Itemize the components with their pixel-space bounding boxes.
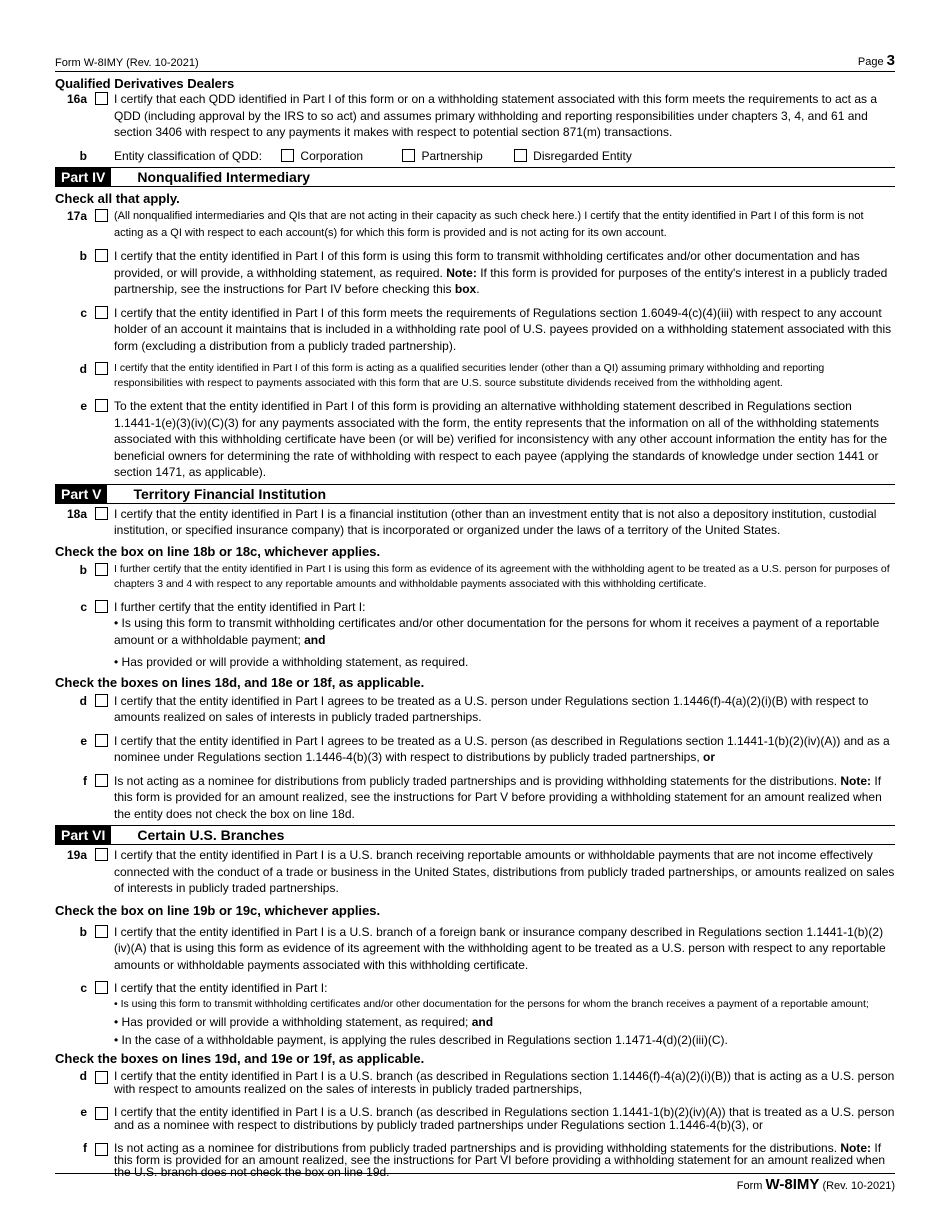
line-19a: 19a I certify that the entity identified in Part I is a U.S. branch receiving reportable amounts or withholdable payments that are not income effectively connected with the conduct of a trade or business in the United States, distributions from publicly traded partnerships, or amounts realized on sales of interests in publicly traded partnerships. [66, 848, 895, 895]
line-16b: b Entity classification of QDD: Corporation Partnership Disregarded Entity [79, 148, 632, 163]
checkbox-16b-partnership[interactable] [402, 149, 415, 162]
line-19f: f Is not acting as a nominee for distributions from publicly traded partnerships and is providing withholding statements for the distributions. Note: If this form is provided for an amount realized, see the instructions for Part VI before providing a withholding statement for an amount realized when the U.S. branch does not check the box on line 19d. [83, 1140, 886, 1179]
line-19b: b I certify that the entity identified in Part I is a U.S. branch of a foreign bank or insurance company described in Regulations section 1.1441-1(b)(2)(iv)(A) that is using this form as evidence of its agreement with the withholding agent to be treated as a U.S. person with respect to any reportable amounts or withholdable payments associated with this withholding certificate. [79, 924, 886, 972]
line-19e: e I certify that the entity identified in Part I is a U.S. branch (as described in Regulations section 1.1441-1(b)(2)(iv)(A)) that is treated as a U.S. person and as a nominee with respect to distributions by publicly traded partnerships under Regulations section 1.1446-4(b)(3), or [80, 1104, 895, 1132]
line-18d: d I certify that the entity identified in Part I agrees to be treated as a U.S. person under Regulations section 1.1446(f)-4(a)(2)(i)(B) with respect to amounts realized on sales of interests in publicly traded partnerships. [79, 693, 869, 724]
line-17c: c I certify that the entity identified in Part I of this form meets the requirements of Regulations section 1.6049-4(c)(4)(iii) with respect to any account holder of an account it maintains that is included in a withholding rate pool of U.S. payees provided on a withholding statement associated with this form (excluding a distribution from a publicly traded partnership). [80, 305, 892, 353]
checkbox-18a[interactable] [95, 507, 108, 520]
checkbox-19c[interactable] [95, 981, 108, 994]
check-19d-19e-19f-heading: Check the boxes on lines 19d, and 19e or 19f, as applicable. [55, 1050, 425, 1066]
checkbox-18d[interactable] [95, 694, 108, 707]
page-header [55, 52, 895, 72]
checkbox-17b[interactable] [95, 249, 108, 262]
check-all-heading: Check all that apply. [55, 191, 180, 206]
line-18a: 18a I certify that the entity identified in Part I is a financial institution (other than an investment entity that is not also a depository institution, custodial institution, or specified insurance company) that is incorporated or organized under the laws of a territory of the United States. [66, 506, 877, 537]
line-17a: 17a (All nonqualified intermediaries and QIs that are not acting in their capacity as such check here.) I certify that the entity identified in Part I of this form is not acting as a QI with respect to each account(s) for which this form is provided and is not acting for its own account. [66, 209, 864, 239]
checkbox-19f[interactable] [95, 1143, 108, 1156]
line-17b: b I certify that the entity identified in Part I of this form is using this form to transmit withholding certificates and/or other documentation and has provided, or will provide, a withholding statement, as required. Note: If this form is provided for purposes of the entity's interest in a publicly traded partnership, see the instructions for Part IV before checking this box. [79, 249, 888, 296]
check-18b-18c-heading: Check the box on line 18b or 18c, whichever applies. [55, 543, 381, 559]
checkbox-19d[interactable] [95, 1071, 108, 1084]
line-17e: e To the extent that the entity identified in Part I of this form is providing an alternative withholding statement described in Regulations section 1.1441-1(e)(3)(iv)(C)(3) for any payments associated with the form, the entity represents that the information on all of the withholding statements associated with this withholding certificate have been (or will be) verified for inconsistency with any other account information the entity has for the beneficial owners for determining the rate of withholding with respect to each payee (applying the standards of knowledge under section 1441 or section 1471, as applicable). [80, 399, 888, 479]
line-18f: f Is not acting as a nominee for distributions from publicly traded partnerships and is providing withholding statements for the distributions. Note: If this form is provided for an amount realized, see the instructions for Part V before providing a withholding statement for an amount realized when the entity does not check the box on line 18d. [83, 773, 882, 821]
checkbox-17d[interactable] [95, 362, 108, 375]
line-18e: e I certify that the entity identified in Part I agrees to be treated as a U.S. person (as described in Regulations section 1.1441-1(b)(2)(iv)(A)) and as a nominee under Regulations section 1.1446-4(b)(3) with respect to distributions by publicly traded partnerships, or [80, 733, 890, 764]
line-19c: c I certify that the entity identified in Part I: • Is using this form to transmit withholding certificates and/or other documentation for the persons for whom the branch receives a payment of a reportable amount; • Has provided or will provide a withholding statement, as required; and • In the case of a withholdable payment, is applying the rules described in Regulations section 1.1471-4(d)(2)(iii)(C). [80, 981, 869, 1047]
checkbox-18e[interactable] [95, 734, 108, 747]
form-page [55, 52, 895, 1178]
checkbox-19a[interactable] [95, 848, 108, 861]
checkbox-18c[interactable] [95, 600, 108, 613]
part-iv-header: Part IV Nonqualified Intermediary [55, 167, 895, 187]
checkbox-18f[interactable] [95, 774, 108, 787]
checkbox-17e[interactable] [95, 399, 108, 412]
checkbox-19e[interactable] [95, 1107, 108, 1120]
form-id: Form W-8IMY (Rev. 10-2021) [55, 57, 199, 69]
line-18c: c I further certify that the entity identified in Part I: • Is using this form to transmit withholding certificates and/or other documentation for the persons for whom it receives a payment of a reportable amount or a withholdable payment; and • Has provided or will provide a withholding statement, as required. [80, 599, 880, 669]
checkbox-16b-corporation[interactable] [281, 149, 294, 162]
part-vi-header: Part VI Certain U.S. Branches [55, 825, 895, 845]
checkbox-17a[interactable] [95, 209, 108, 222]
line-19d: d I certify that the entity identified in Part I is a U.S. branch (as described in Regulations section 1.1446(f)-4(a)(2)(i)(B)) that is acting as a U.S. person with respect to amounts realized on the sales of interests in publicly traded partnerships, [79, 1068, 895, 1096]
check-19b-19c-heading: Check the box on line 19b or 19c, whichever applies. [55, 902, 381, 918]
line-17d: d I certify that the entity identified in Part I of this form is acting as a qualified securities lender (other than a QI) assuming primary withholding and reporting responsibilities with respect to payments associated with this form that are U.S. source substitute dividends received from the withholding agent. [79, 362, 825, 389]
checkbox-16a[interactable] [95, 92, 108, 105]
line-16a: 16a I certify that each QDD identified in Part I of this form or on a withholding statement associated with this form meets the requirements to act as a QDD (including approval by the IRS to so act) and assumes primary withholding and reporting responsibilities under chapters 3, 4, and 61 and section 3406 with respect to any payments it makes with respect to potential section 871(m) transactions. [66, 92, 878, 139]
page-number-label: Page 3 [857, 52, 895, 69]
part-v-header: Part V Territory Financial Institution [55, 484, 895, 504]
checkbox-17c[interactable] [95, 306, 108, 319]
checkbox-16b-disregarded[interactable] [514, 149, 527, 162]
checkbox-18b[interactable] [95, 563, 108, 576]
checkbox-19b[interactable] [95, 925, 108, 938]
line-18b: b I further certify that the entity identified in Part I is using this form as evidence of its agreement with the withholding agent to be treated as a U.S. person for purposes of chapters 3 and 4 with respect to any reportable amounts and withholdable payments associated with this withholding certificate. [79, 562, 890, 590]
check-18d-18e-18f-heading: Check the boxes on lines 18d, and 18e or 18f, as applicable. [55, 674, 425, 690]
page-footer: Form W-8IMY (Rev. 10-2021) [55, 1173, 895, 1193]
qdd-heading: Qualified Derivatives Dealers [55, 76, 235, 91]
